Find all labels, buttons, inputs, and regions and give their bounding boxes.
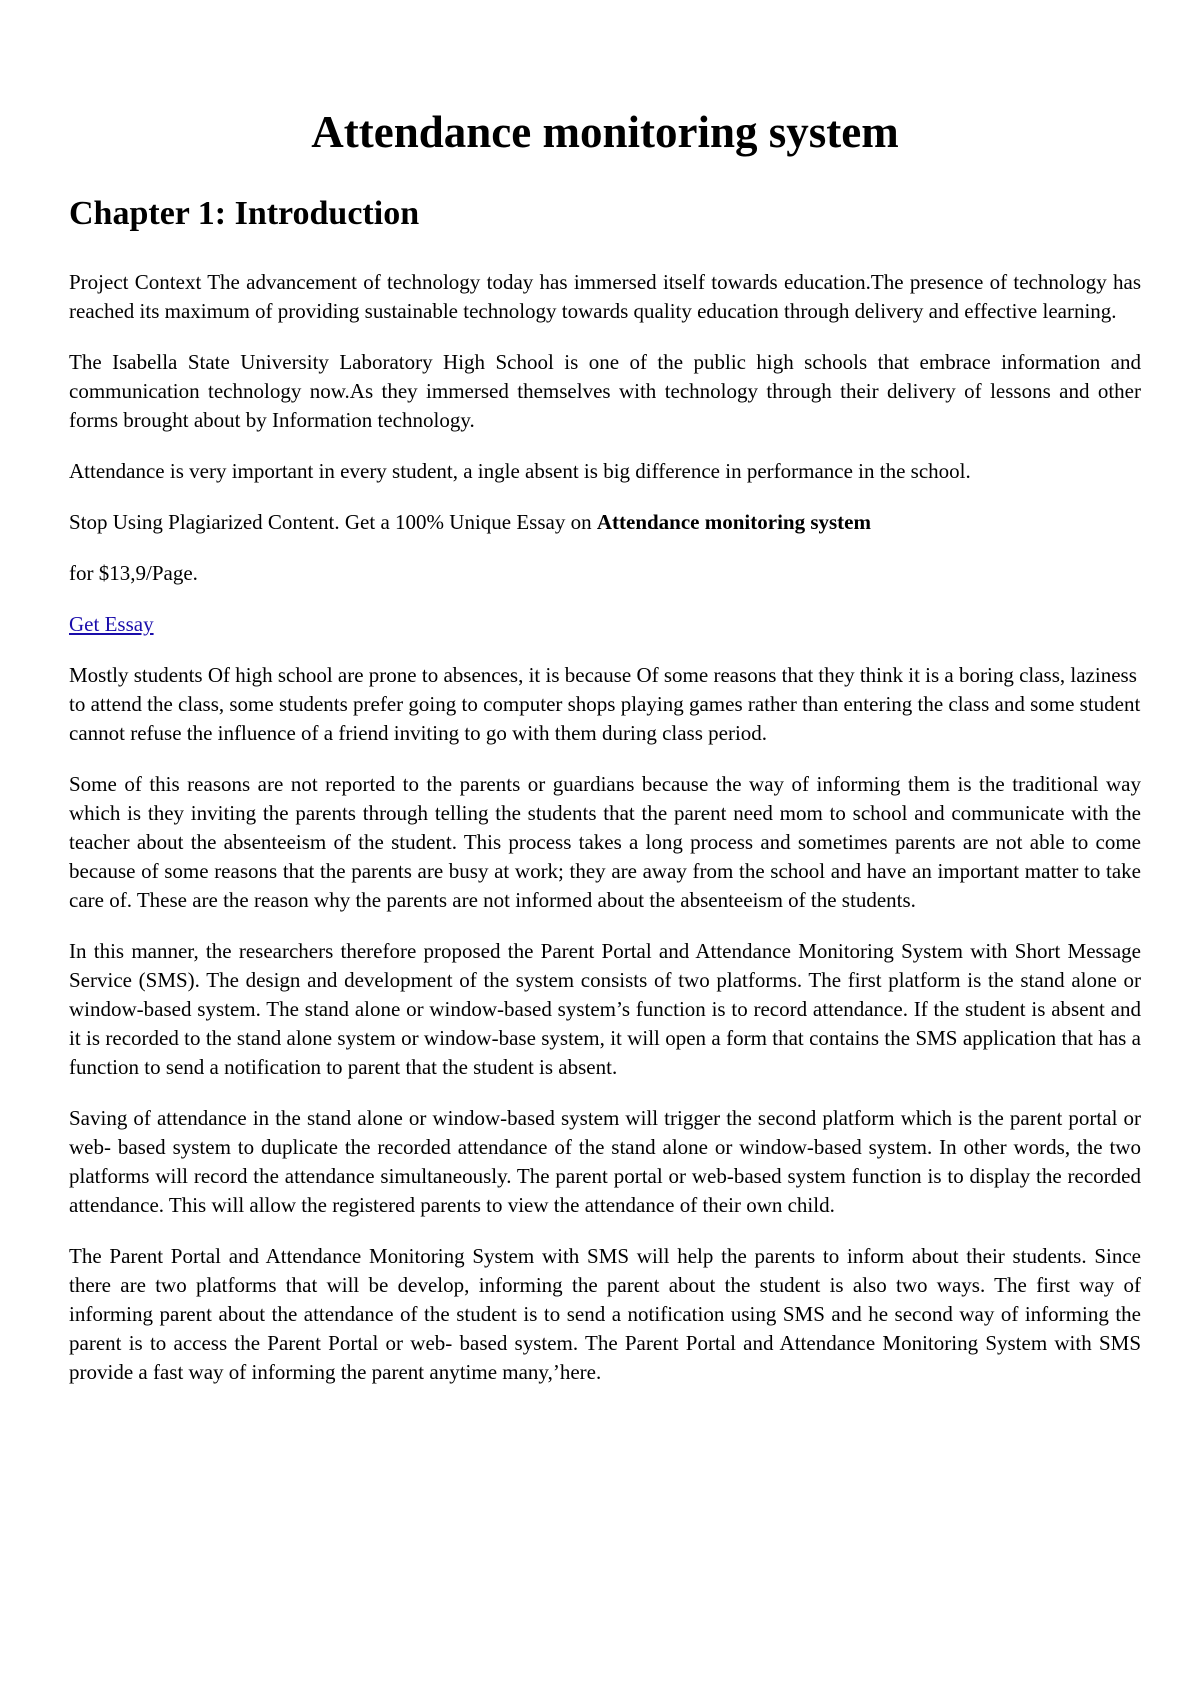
chapter-heading: Chapter 1: Introduction — [69, 195, 420, 232]
promo-prefix: Stop Using Plagiarized Content. Get a 100% Unique Essay on — [69, 510, 597, 534]
document-body — [69, 268, 1141, 1409]
paragraph-absence-reasons: Mostly students Of high school are prone to absences, it is because Of some reasons that they think it is a boring class, laziness to attend the class, some students prefer going to computer shops playing games rather than entering the class and some student cannot refuse the influence of a friend inviting to go with them during class period. — [69, 663, 1141, 745]
paragraph-system-benefits: The Parent Portal and Attendance Monitoring System with SMS will help the parents to inform about their students. Since there are two platforms that will be develop, informing the parent about the student is also two ways. The first way of informing parent about the attendance of the student is to send a notification using SMS and he second way of informing the parent is to access the Parent Portal or web- based system. The Parent Portal and Attendance Monitoring System with SMS provide a fast way of informing the parent anytime many,’here. — [69, 1244, 1141, 1384]
paragraph-attendance-importance: Attendance is very important in every student, a ingle absent is big difference in performance in the school. — [69, 459, 971, 483]
paragraph-second-platform: Saving of attendance in the stand alone or window-based system will trigger the second platform which is the parent portal or web- based system to duplicate the recorded attendance of the stand alone or window-based system. In other words, the two platforms will record the attendance simultaneously. The parent portal or web-based system function is to display the recorded attendance. This will allow the registered parents to view the attendance of their own child. — [69, 1106, 1141, 1217]
promo-line — [69, 508, 1141, 537]
promo-topic: Attendance monitoring system — [596, 510, 871, 534]
paragraph-isu-high-school: The Isabella State University Laboratory High School is one of the public high schools that embrace information and communication technology now.As they immersed themselves with technology through their delivery of lessons and other forms brought about by Information technology. — [69, 350, 1141, 432]
get-essay-link[interactable]: Get Essay — [69, 612, 154, 636]
promo-price: for $13,9/Page. — [69, 561, 198, 585]
promo-link-line — [69, 610, 1141, 639]
document-title: Attendance monitoring system — [311, 107, 899, 157]
paragraph-not-reported: Some of this reasons are not reported to the parents or guardians because the way of informing them is the traditional way which is they inviting the parents through telling the students that the parent need mom to school and communicate with the teacher about the absenteeism of the student. This process takes a long process and sometimes parents are not able to come because of some reasons that the parents are busy at work; they are away from the school and have an important matter to take care of. These are the reason why the parents are not informed about the absenteeism of the students. — [69, 772, 1141, 912]
paragraph-project-context: Project Context The advancement of technology today has immersed itself towards education.The presence of technology has reached its maximum of providing sustainable technology towards quality education through delivery and effective learning. — [69, 270, 1141, 323]
paragraph-proposed-system: In this manner, the researchers therefore proposed the Parent Portal and Attendance Monitoring System with Short Message Service (SMS). The design and development of the system consists of two platforms. The first platform is the stand alone or window-based system. The stand alone or window-based system’s function is to record attendance. If the student is absent and it is recorded to the stand alone system or window-base system, it will open a form that contains the SMS application that has a function to send a notification to parent that the student is absent. — [69, 939, 1141, 1079]
